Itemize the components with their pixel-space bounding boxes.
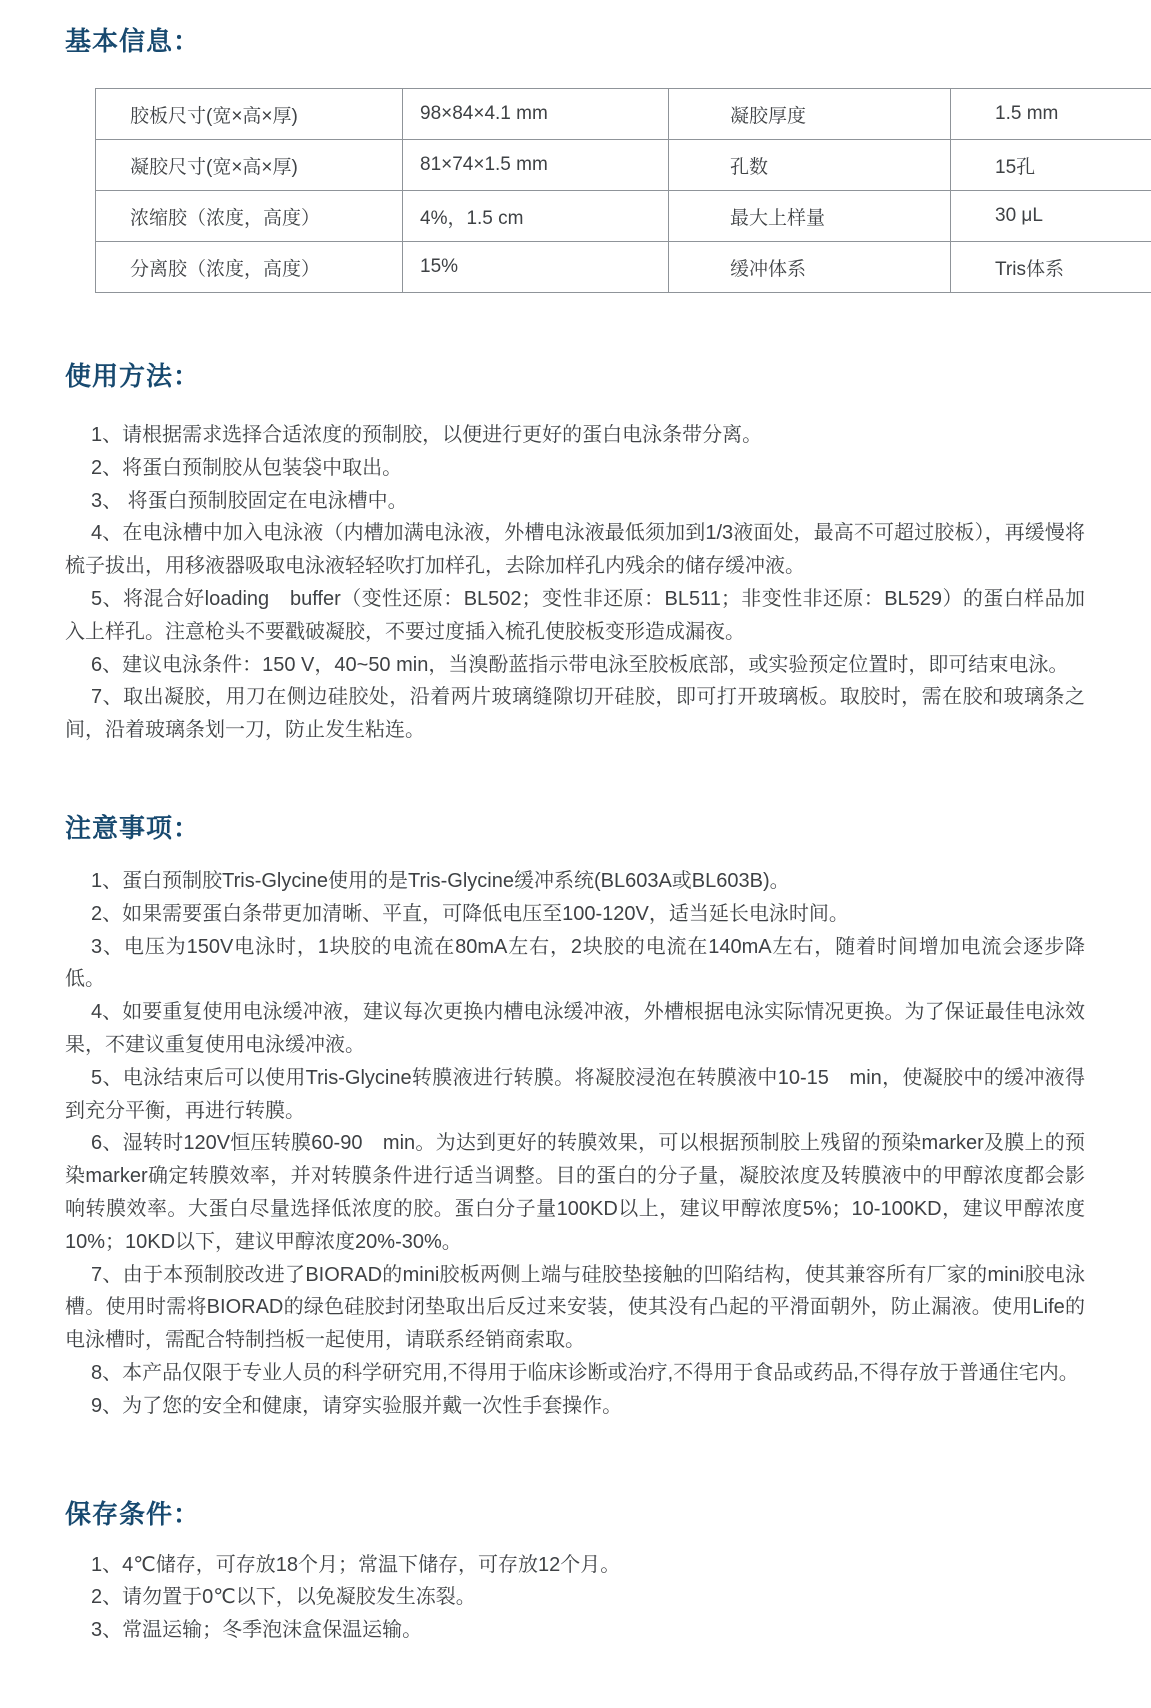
table-row <box>96 89 1151 140</box>
table-cell-label: 孔数 <box>669 140 951 191</box>
table-cell-label: 分离胶（浓度，高度） <box>96 242 403 293</box>
table-cell-value: 81×74×1.5 mm <box>403 140 669 191</box>
table-row <box>96 140 1151 191</box>
table-cell-value: 1.5 mm <box>951 89 1151 140</box>
precaution-item-3: 3、电压为150V电泳时，1块胶的电流在80mA左右，2块胶的电流在140mA左右，随着时间增加电流会逐步降低。 <box>65 935 1085 991</box>
table-cell-label: 浓缩胶（浓度，高度） <box>96 191 403 242</box>
section-title-storage: 保存条件： <box>65 1498 201 1529</box>
table-row <box>96 242 1151 293</box>
table-cell-label: 凝胶厚度 <box>669 89 951 140</box>
usage-list <box>65 419 1085 747</box>
usage-item-1: 1、请根据需求选择合适浓度的预制胶，以便进行更好的蛋白电泳条带分离。 <box>91 424 763 446</box>
table-cell-value: Tris体系 <box>951 242 1151 293</box>
precaution-item-5: 5、电泳结束后可以使用Tris-Glycine转膜液进行转膜。将凝胶浸泡在转膜液中10-15 min，使凝胶中的缓冲液得到充分平衡，再进行转膜。 <box>65 1066 1085 1122</box>
table-cell-label: 最大上样量 <box>669 191 951 242</box>
precaution-item-2: 2、如果需要蛋白条带更加清晰、平直，可降低电压至100-120V，适当延长电泳时间。 <box>91 902 849 925</box>
usage-item-4: 4、在电泳槽中加入电泳液（内槽加满电泳液，外槽电泳液最低须加到1/3液面处，最高不可超过胶板），再缓慢将梳子拔出，用移液器吸取电泳液轻轻吹打加样孔，去除加样孔内残余的储存缓冲液。 <box>65 522 1085 578</box>
section-title-basic-info: 基本信息： <box>65 26 201 56</box>
usage-item-5: 5、将混合好loading buffer（变性还原：BL502；变性非还原：BL511；非变性非还原：BL529）的蛋白样品加入上样孔。注意枪头不要戳破凝胶，不要过度插入梳孔使胶板变形造成漏夜。 <box>65 587 1085 643</box>
table-cell-label: 凝胶尺寸(宽×高×厚) <box>96 140 403 191</box>
table-cell-value: 30 μL <box>951 191 1151 242</box>
section-title-precautions: 注意事项： <box>65 812 201 843</box>
table-cell-value: 15孔 <box>951 140 1151 191</box>
usage-item-3: 3、 将蛋白预制胶固定在电泳槽中。 <box>91 489 408 512</box>
precaution-item-4: 4、如要重复使用电泳缓冲液，建议每次更换内槽电泳缓冲液，外槽根据电泳实际情况更换。为了保证最佳电泳效果，不建议重复使用电泳缓冲液。 <box>65 1001 1085 1056</box>
usage-item-2: 2、将蛋白预制胶从包装袋中取出。 <box>91 456 403 479</box>
storage-list <box>65 1549 1085 1647</box>
table-cell-value: 98×84×4.1 mm <box>403 89 669 140</box>
precaution-item-7: 7、由于本预制胶改进了BIORAD的mini胶板两侧上端与硅胶垫接触的凹陷结构，使其兼容所有厂家的mini胶电泳槽。使用时需将BIORAD的绿色硅胶封闭垫取出后反过来安装，使其没有凸起的平滑面朝外，防止漏液。使用Life的电泳槽时，需配合特制挡板一起使用，请联系经销商索取。 <box>65 1263 1085 1352</box>
basic-info-table <box>95 88 1151 293</box>
usage-item-6: 6、建议电泳条件：150 V，40~50 min，当溴酚蓝指示带电泳至胶板底部，或实验预定位置时，即可结束电泳。 <box>91 653 1069 676</box>
storage-item-3: 3、常温运输；冬季泡沫盒保温运输。 <box>91 1619 423 1642</box>
precaution-item-6: 6、湿转时120V恒压转膜60-90 min。为达到更好的转膜效果，可以根据预制胶上残留的预染marker及膜上的预染marker确定转膜效率，并对转膜条件进行适当调整。目的蛋白的分子量，凝胶浓度及转膜液中的甲醇浓度都会影响转膜效率。大蛋白尽量选择低浓度的胶。蛋白分子量100KD以上，建议甲醇浓度5%；10-100KD，建议甲醇浓度10%；10KD以下，建议甲醇浓度20%-30%。 <box>65 1132 1085 1253</box>
section-title-usage: 使用方法： <box>65 361 201 391</box>
precaution-item-8: 8、本产品仅限于专业人员的科学研究用,不得用于临床诊断或治疗,不得用于食品或药品,不得存放于普通住宅内。 <box>91 1361 1079 1384</box>
table-cell-value: 15% <box>403 242 669 293</box>
table-cell-label: 胶板尺寸(宽×高×厚) <box>96 89 403 140</box>
precaution-item-9: 9、为了您的安全和健康，请穿实验服并戴一次性手套操作。 <box>91 1394 623 1417</box>
precaution-item-1: 1、蛋白预制胶Tris-Glycine使用的是Tris-Glycine缓冲系统(BL603A或BL603B)。 <box>91 869 790 892</box>
table-cell-value: 4%，1.5 cm <box>403 191 669 242</box>
usage-item-7: 7、取出凝胶，用刀在侧边硅胶处，沿着两片玻璃缝隙切开硅胶，即可打开玻璃板。取胶时，需在胶和玻璃条之间，沿着玻璃条划一刀，防止发生粘连。 <box>65 686 1085 742</box>
table-cell-label: 缓冲体系 <box>669 242 951 293</box>
precautions-list <box>65 865 1085 1423</box>
table-row <box>96 191 1151 242</box>
storage-item-1: 1、4℃储存，可存放18个月；常温下储存，可存放12个月。 <box>91 1553 621 1576</box>
storage-item-2: 2、请勿置于0℃以下，以免凝胶发生冻裂。 <box>91 1586 476 1609</box>
